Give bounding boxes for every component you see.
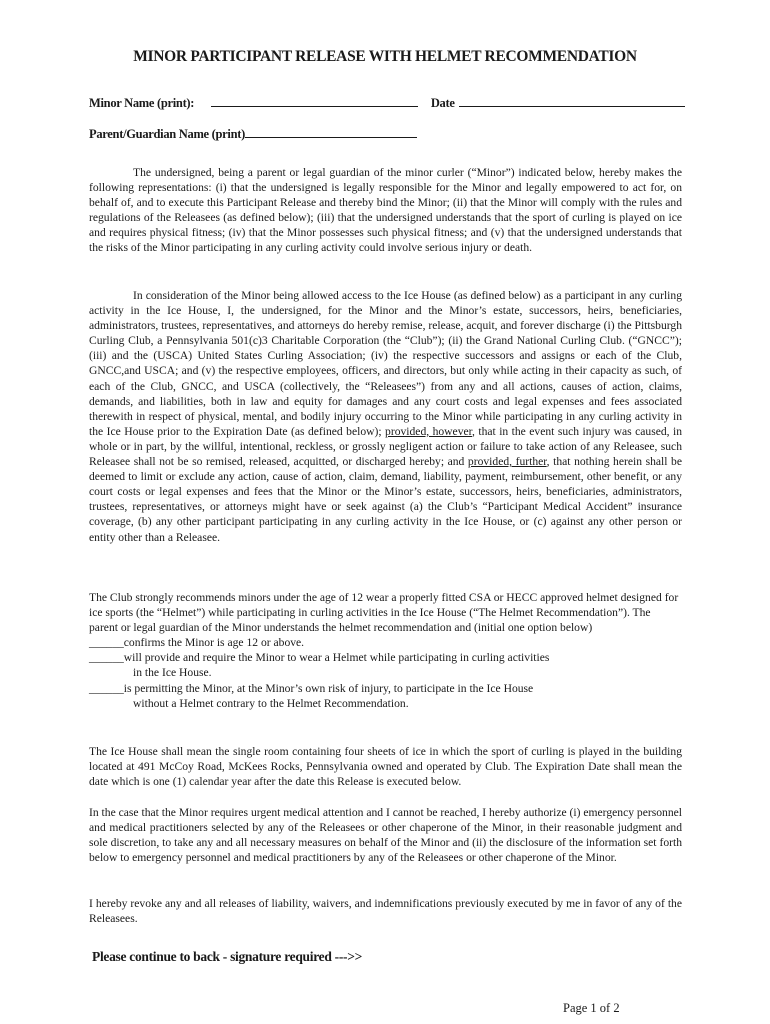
minor-name-row: [89, 94, 685, 111]
release-text-b: , that in the event such injury was caused, in whole or in part, by the willful, intentional, reckless, or grossly negligent action or failure to take action of any Releasee, such Releasee shall not be so remised, released, acquitted, or discharged hereby; and: [89, 424, 683, 469]
helmet-recommendation-section: [89, 590, 682, 711]
ice-house-definition: The Ice House shall mean the single room containing four sheets of ice in which the sport of curling is played in the building located at 491 McCoy Road, McKees Rocks, Pennsylvania owned and operated by Club. The Expiration Date shall mean the date which is one (1) calendar year after the date this Release is executed below.: [89, 745, 682, 789]
provided-further: provided, further: [467, 455, 547, 469]
parent-name-field[interactable]: [245, 125, 417, 138]
helmet-option-3-line1: ______is permitting the Minor, at the Minor’s own risk of injury, to participate in the Ice House: [89, 681, 534, 695]
helmet-option-3[interactable]: [89, 681, 682, 711]
helmet-option-2[interactable]: [89, 650, 682, 680]
release-text-c: , that nothing herein shall be deemed to limit or exclude any action, cause of action, claim, demand, liability, payment, reimbursement, other benefit, or any court costs or legal expenses and fees that the Minor or the Minor’s estate, successors, heirs, beneficiaries, administrators, trustees, representatives, or attorneys might have or seek against (a) the Club’s “Participant Medical Accident” insurance coverage, (b) any other participant participating in any curling activity in the Ice House, or (c) against any other person or entity other than a Releasee.: [89, 455, 682, 544]
document-title: MINOR PARTICIPANT RELEASE WITH HELMET RECOMMENDATION: [133, 48, 637, 65]
page-number: Page 1 of 2: [563, 1001, 620, 1015]
helmet-option-1[interactable]: ______confirms the Minor is age 12 or above.: [89, 636, 305, 650]
provided-however: provided, however: [385, 424, 473, 438]
release-paragraph: [89, 288, 682, 545]
release-text-a: In consideration of the Minor being allowed access to the Ice House (as defined below) as a participant in any curling activity in the Ice House, I, the undersigned, for the Minor and the Minor’s estate, successors, heirs, beneficiaries, administrators, trustees, representatives, and attorneys do hereby remise, release, acquit, and forever discharge (i) the Pittsburgh Curling Club, a Pennsylvania 501(c)3 Charitable Corporation (the “Club”); (ii) the Grand National Curling Club. (“GNCC”); (iii) and the (USCA) United States Curling Association; (iv) the respective successors and assigns or each of the Club, GNCC,and USCA; and (v) the respective employees, officers, and directors, but only while acting in their capacity as such, of each of the Club, GNCC, and USCA (collectively, the “Releasees”) from any and all actions, causes of action, claims, demands, and liabilities, both in law and equity for damages and any court costs and legal expenses and fees associated therewith in respect of physical, mental, and bodily injury occurring to the Minor while participating in any curling activity in the Ice House prior to the Expiration Date (as defined below);: [89, 289, 682, 438]
representations-paragraph: The undersigned, being a parent or legal guardian of the minor curler (“Minor”) indicated below, hereby makes the following representations: (i) that the undersigned is legally responsible for the Minor and legally empowered to act for, on behalf of, and to execute this Participant Release and thereby bind the Minor; (ii) that the Minor will comply with the rules and regulations of the Releasees (as defined below); (iii) that the undersigned understands that the sport of curling is played on ice and requires physical fitness; (iv) that the Minor possesses such physical fitness; and (v) that the undersigned understands that the risks of the Minor participating in any curling activity could involve serious injury or death.: [89, 166, 682, 255]
parent-name-label: Parent/Guardian Name (print): [89, 127, 245, 141]
helmet-option-2-line2: in the Ice House.: [133, 666, 212, 680]
date-field[interactable]: [459, 94, 685, 107]
helmet-option-3-line2: without a Helmet contrary to the Helmet Recommendation.: [133, 696, 409, 710]
helmet-intro: The Club strongly recommends minors under the age of 12 wear a properly fitted CSA or HECC approved helmet designed for ice sports (the “Helmet”) while participating in curling activities in the Ice House (“The Helmet Recommendation”). The parent or legal guardian of the Minor understands the helmet recommendation and (initial one option below): [89, 591, 679, 635]
minor-name-label: Minor Name (print):: [89, 96, 195, 110]
helmet-option-2-line1: ______will provide and require the Minor to wear a Helmet while participating in curling activities: [89, 651, 550, 665]
parent-name-row: [89, 125, 417, 142]
revocation-paragraph: I hereby revoke any and all releases of liability, waivers, and indemnifications previously executed by me in favor of any of the Releasees.: [89, 897, 682, 926]
continue-notice: Please continue to back - signature required --->>: [92, 949, 362, 964]
date-label: Date: [430, 96, 455, 110]
minor-name-field[interactable]: [211, 94, 418, 107]
medical-authorization: In the case that the Minor requires urgent medical attention and I cannot be reached, I hereby authorize (i) emergency personnel and medical practitioners selected by any of the Releasees or other chaperone of the Minor, in their reasonable judgment and sole discretion, to take any and all necessary measures on behalf of the Minor and (ii) the disclosure of the information set forth below to emergency personnel and medical practitioners by any of the Releasees or other chaperone of the Minor.: [89, 806, 682, 865]
